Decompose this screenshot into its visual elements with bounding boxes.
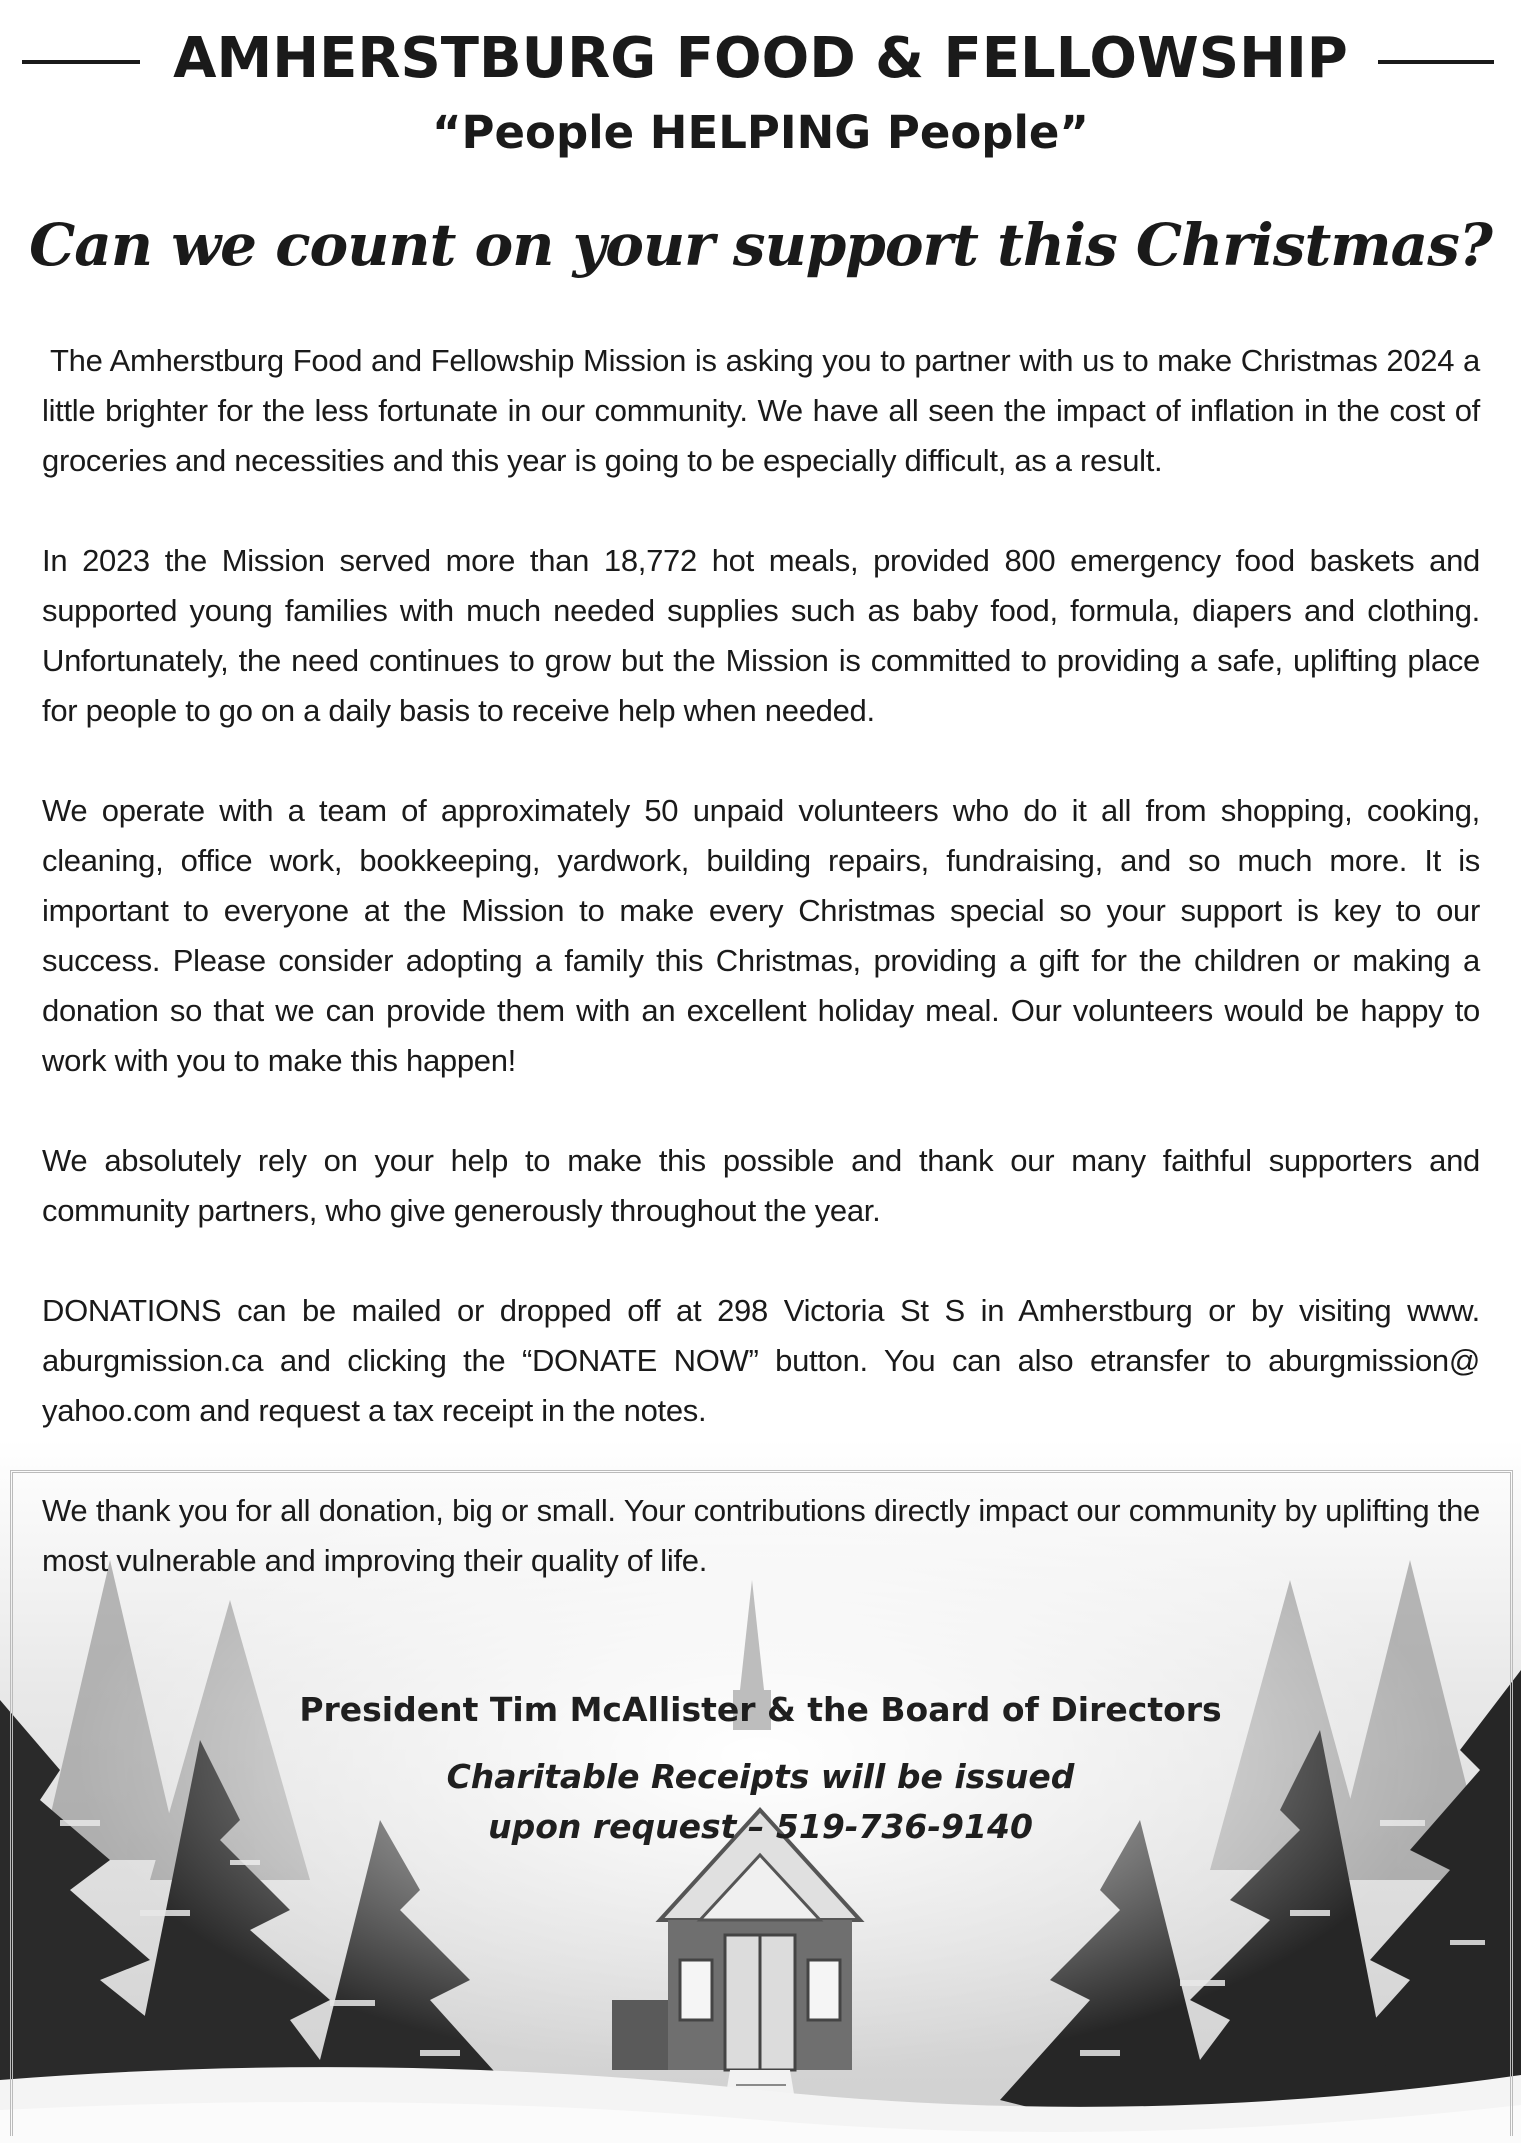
appeal-heading: Can we count on your support this Christmas?	[29, 211, 1492, 279]
letter-body	[42, 336, 1480, 1636]
motto: “People HELPING People”	[431, 106, 1090, 159]
paragraph-thanks: We thank you for all donation, big or small. Your contributions directly impact our community by uplifting the most vulnerable and improving their quality of life.	[42, 1493, 1480, 1578]
receipts-note	[0, 1752, 1521, 1852]
signoff: President Tim McAllister & the Board of Directors	[299, 1690, 1222, 1729]
organization-title: AMHERSTBURG FOOD & FELLOWSHIP	[173, 26, 1348, 91]
paragraph-stats: In 2023 the Mission served more than 18,772 hot meals, provided 800 emergency food baskets and supported young families with much needed supplies such as baby food, formula, diapers and clothing. Unfortunately, the need continues to grow but the Mission is committed to providing a safe, uplifting place for people to go on a daily basis to receive help when needed.	[42, 543, 1480, 728]
paragraph-intro: The Amherstburg Food and Fellowship Mission is asking you to partner with us to make Christmas 2024 a little brighter for the less fortunate in our community. We have all seen the impact of inflation in the cost of groceries and necessities and this year is going to be especially difficult, as a result.	[42, 343, 1480, 478]
receipts-line-2: upon request – 519-736-9140	[488, 1807, 1033, 1846]
paragraph-volunteers: We operate with a team of approximately 50 unpaid volunteers who do it all from shopping, cooking, cleaning, office work, bookkeeping, yardwork, building repairs, fundraising, and so much more. It is important to everyone at the Mission to make every Christmas special so your support is key to our success. Please consider adopting a family this Christmas, providing a gift for the children or making a donation so that we can provide them with an excellent holiday meal. Our volunteers would be happy to work with you to make this happen!	[42, 793, 1480, 1078]
paragraph-reliance: We absolutely rely on your help to make this possible and thank our many faithful supporters and community partners, who give generously throughout the year.	[42, 1143, 1480, 1228]
receipts-line-1: Charitable Receipts will be issued	[446, 1757, 1075, 1796]
paragraph-donations: DONATIONS can be mailed or dropped off at 298 Victoria St S in Amherstburg or by visiting www. aburgmission.ca and clicking the “DONATE NOW” button. You can also etransfer to aburgmission@ yahoo.com and request a tax receipt in the notes.	[42, 1293, 1480, 1428]
header	[0, 0, 1521, 279]
